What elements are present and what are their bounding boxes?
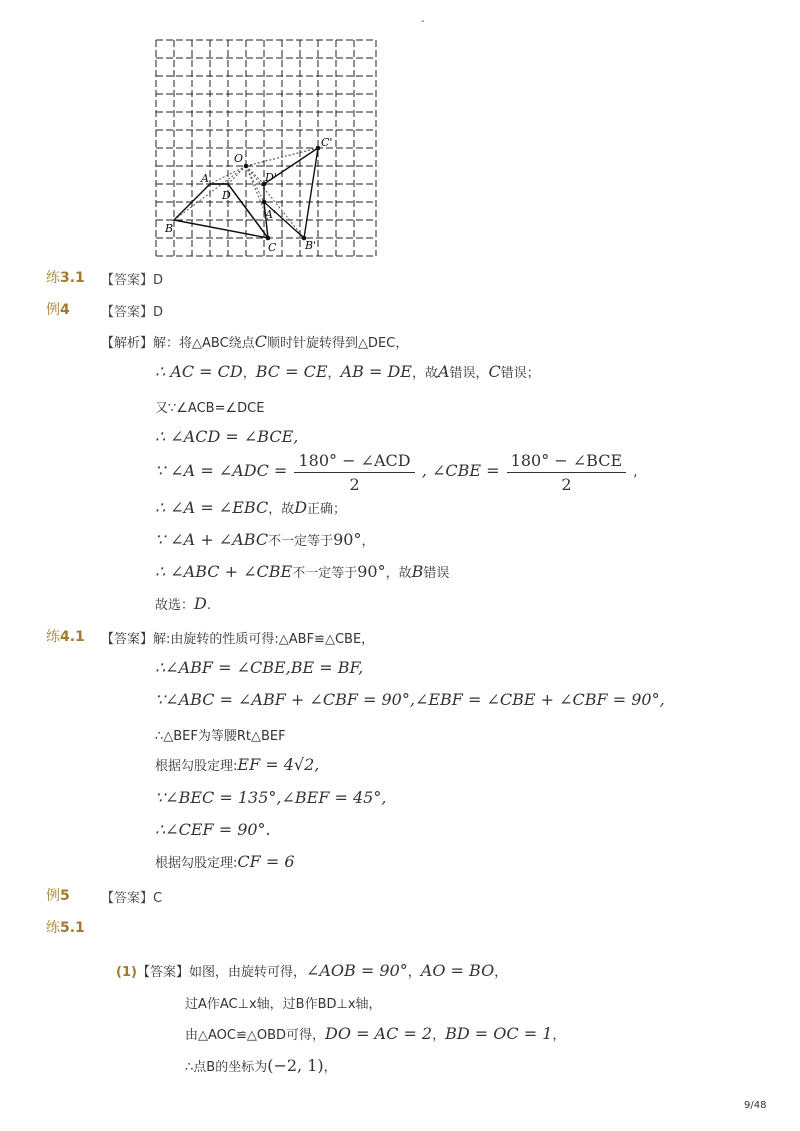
analysis-line-7: ∴ ∠ABC + ∠CBE不一定等于90°，故B错误	[155, 562, 450, 581]
label-Cp: C'	[321, 136, 333, 149]
exercise-5-1-line-2: 由△AOC≌△OBD可得，DO = AC = 2，BD = OC = 1，	[185, 1024, 566, 1043]
example-4-label: 例4	[46, 302, 70, 318]
exercise-5-1-line-0: (1)【答案】如图，由旋转可得，∠AOB = 90°，AO = BO，	[116, 961, 508, 980]
analysis-line-0: 【解析】解：将△ABC绕点C顺时针旋转得到△DEC，	[101, 332, 409, 351]
analysis-line-3: ∴ ∠ACD = ∠BCE,	[155, 427, 299, 446]
label-C: C	[268, 241, 277, 254]
analysis-line-6: ∵ ∠A + ∠ABC不一定等于90°，	[155, 530, 375, 549]
exercise-4-1-line-7: 根据勾股定理:CF = 6	[155, 852, 295, 871]
exercise-4-1-line-4: 根据勾股定理:EF = 4√2,	[155, 755, 320, 774]
label-D: D	[222, 189, 231, 202]
example-5-answer: 【答案】C	[101, 891, 163, 906]
analysis-line-8: 故选：D.	[155, 594, 211, 613]
exercise-3-1-answer: 【答案】D	[101, 273, 164, 288]
exercise-4-1-line-6: ∴∠CEF = 90°.	[155, 820, 271, 839]
exercise-5-1-line-3: ∴点B的坐标为(−2, 1)，	[185, 1056, 337, 1075]
rotation-figure	[150, 36, 380, 260]
analysis-line-2: 又∵∠ACB=∠DCE	[155, 401, 265, 416]
example-5-label: 例5	[46, 888, 70, 904]
label-Dp: D'	[265, 171, 277, 184]
exercise-4-1-label: 练4.1	[46, 629, 85, 645]
analysis-line-5: ∴ ∠A = ∠EBC，故D正确；	[155, 498, 347, 517]
exercise-4-1-line-3: ∴△BEF为等腰Rt△BEF	[155, 729, 286, 744]
label-A: A	[201, 172, 209, 185]
exercise-4-1-line-5: ∵∠BEC = 135°,∠BEF = 45°,	[155, 788, 387, 807]
analysis-line-4: ∵ ∠A = ∠ADC = $\frac{\text{180° − ∠ACD}}{2}$ , ∠CBE = $\frac{\text{180° − ∠BCE}}{2}$ ,	[155, 451, 638, 494]
label-Bp: B'	[305, 239, 317, 252]
header-mark: -	[421, 16, 425, 27]
label-O: O	[234, 152, 244, 165]
exercise-4-1-line-0: 【答案】解:由旋转的性质可得:△ABF≌△CBE，	[101, 632, 375, 647]
page-number: 9/48	[744, 1100, 767, 1111]
example-4-answer: 【答案】D	[101, 305, 164, 320]
exercise-4-1-line-2: ∵∠ABC = ∠ABF + ∠CBF = 90°,∠EBF = ∠CBE + ∠CBF = 90°,	[155, 690, 665, 709]
label-B: B	[165, 222, 174, 235]
exercise-5-1-line-1: 过A作AC⊥x轴，过B作BD⊥x轴，	[185, 997, 382, 1012]
exercise-3-1-label: 练3.1	[46, 270, 85, 286]
label-Ap: A'	[265, 208, 276, 221]
exercise-5-1-label: 练5.1	[46, 920, 85, 936]
exercise-4-1-line-1: ∴∠ABF = ∠CBE,BE = BF,	[155, 658, 364, 677]
analysis-line-1: ∴ AC = CD，BC = CE，AB = DE，故A错误，C错误；	[155, 362, 540, 381]
